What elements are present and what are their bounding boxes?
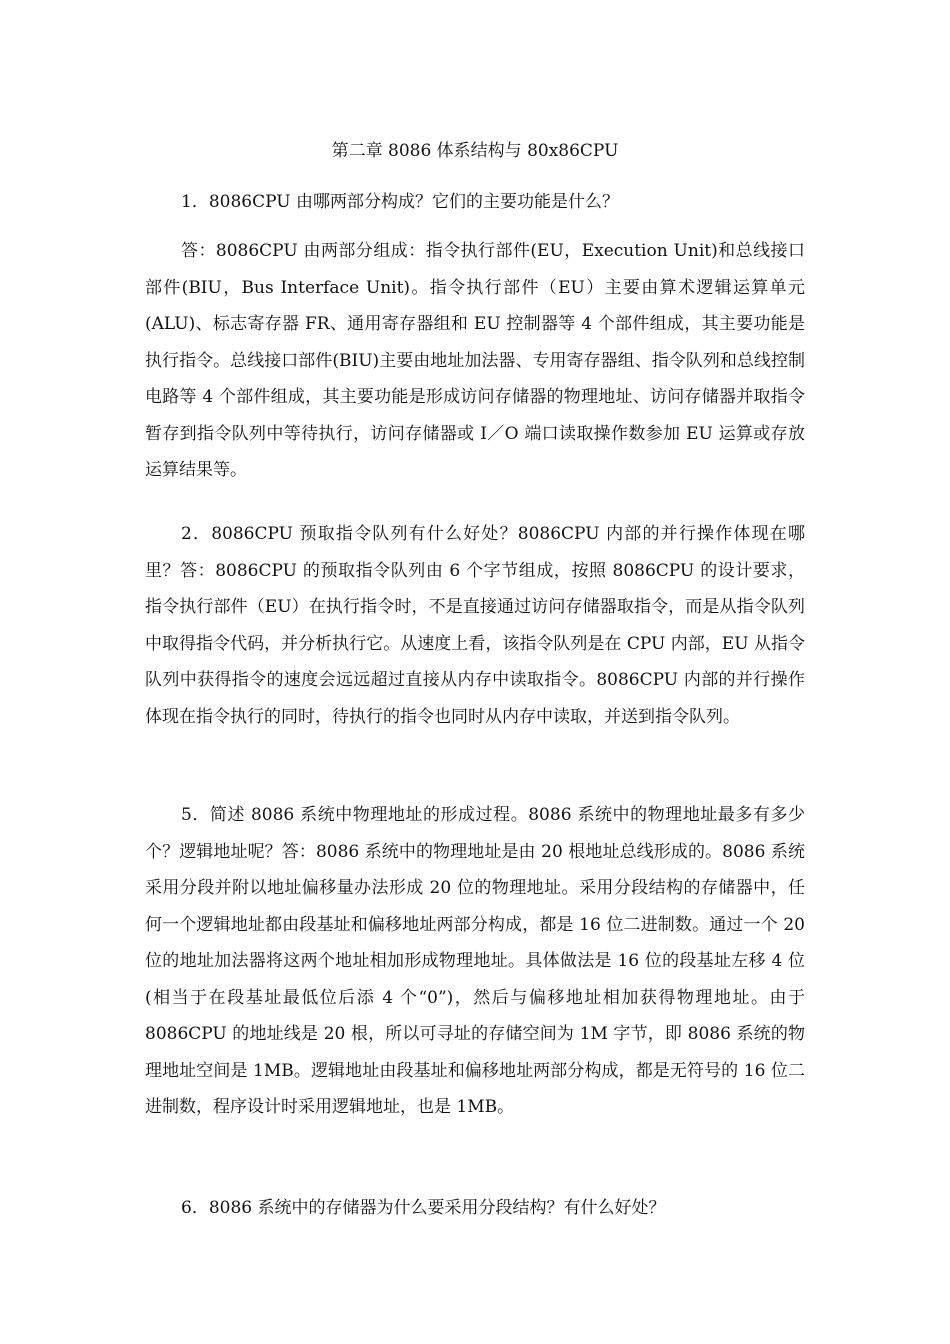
- answer-1: 答：8086CPU 由两部分组成：指令执行部件(EU，Execution Unit)和总线接口部件(BIU，Bus Interface Unit)。指令执行部件（EU）主要由算术逻辑运算单元(ALU)、标志寄存器 FR、通用寄存器组和 EU 控制器等 4 个部件组成，其主要功能是执行指令。总线接口部件(BIU)主要由地址加法器、专用寄存器组、指令队列和总线控制电路等 4 个部件组成，其主要功能是形成访问存储器的物理地址、访问存储器并取指令暂存到指令队列中等待执行，访问存储器或 I／O 端口读取操作数参加 EU 运算或存放运算结果等。: [145, 241, 805, 480]
- question-1: 1．8086CPU 由哪两部分构成？它们的主要功能是什么？: [181, 192, 619, 212]
- question-answer-5: 5．简述 8086 系统中物理地址的形成过程。8086 系统中的物理地址最多有多少个？逻辑地址呢？答：8086 系统中的物理地址是由 20 根地址总线形成的。8086 系统采用分段并附以地址偏移量办法形成 20 位的物理地址。采用分段结构的存储器中，任何一个逻辑地址都由段基址和偏移地址两部分构成，都是 16 位二进制数。通过一个 20 位的地址加法器将这两个地址相加形成物理地址。具体做法是 16 位的段基址左移 4 位(相当于在段基址最低位后添 4 个“0”)，然后与偏移地址相加获得物理地址。由于 8086CPU 的地址线是 20 根，所以可寻址的存储空间为 1M 字节，即 8086 系统的物理地址空间是 1MB。逻辑地址由段基址和偏移地址两部分构成，都是无符号的 16 位二进制数，程序设计时采用逻辑地址，也是 1MB。: [145, 805, 805, 1117]
- question-answer-2: 2．8086CPU 预取指令队列有什么好处？8086CPU 内部的并行操作体现在哪里？答：8086CPU 的预取指令队列由 6 个字节组成，按照 8086CPU 的设计要求，指令执行部件（EU）在执行指令时，不是直接通过访问存储器取指令，而是从指令队列中取得指令代码，并分析执行它。从速度上看，该指令队列是在 CPU 内部，EU 从指令队列中获得指令的速度会远远超过直接从内存中读取指令。8086CPU 内部的并行操作体现在指令执行的同时，待执行的指令也同时从内存中读取，并送到指令队列。: [145, 524, 805, 727]
- chapter-title: 第二章 8086 体系结构与 80x86CPU: [331, 141, 619, 161]
- question-6: 6．8086 系统中的存储器为什么要采用分段结构？有什么好处？: [181, 1198, 666, 1218]
